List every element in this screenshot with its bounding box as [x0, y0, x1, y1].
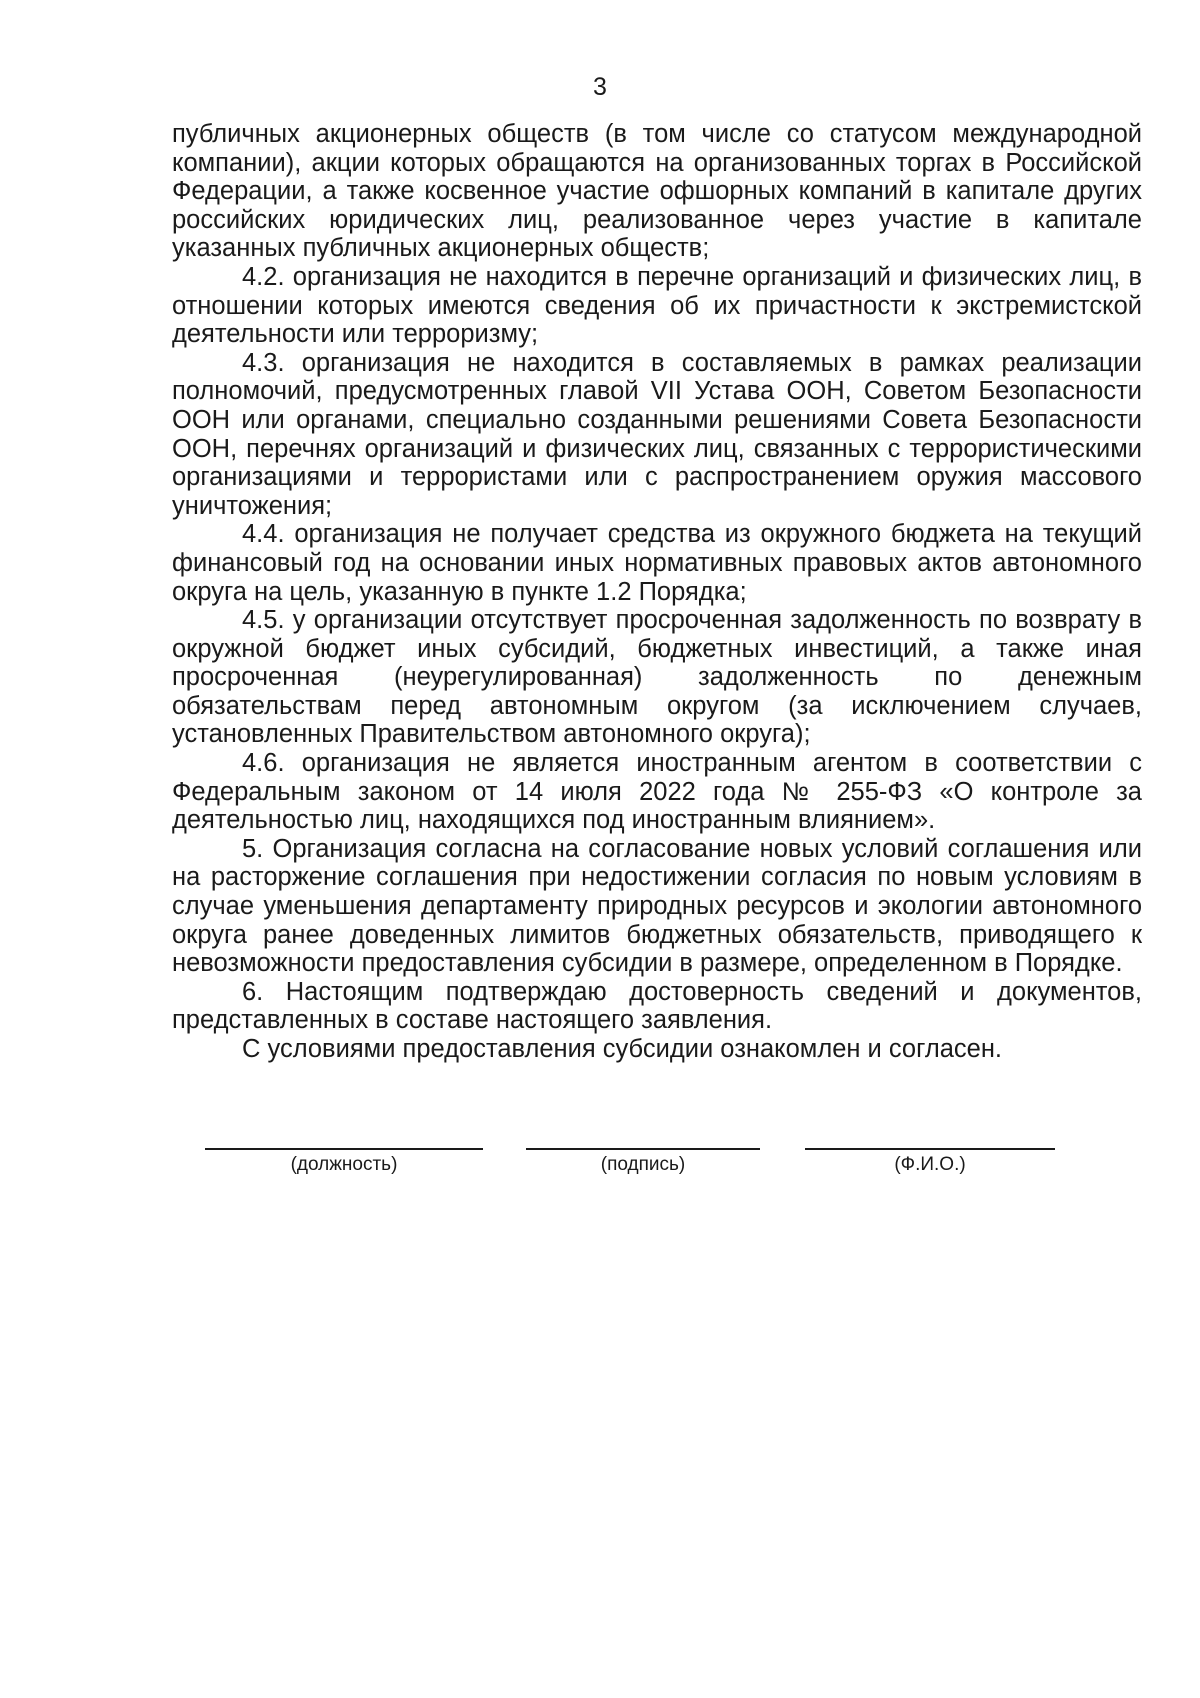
- paragraph-4-5: 4.5. у организации отсутствует просроченная задолженность по возврату в окружной бюджет иных субсидий, бюджетных инвестиций, а также иная просроченная (неурегулированная) задолженность по денежным обязательствам перед автономным округом (за исключением случаев, установленных Правительством автономного округа);: [172, 606, 1142, 749]
- paragraph-4-2: 4.2. организация не находится в перечне организаций и физических лиц, в отношении которых имеются сведения об их причастности к экстремистской деятельности или терроризму;: [172, 262, 1142, 349]
- page-number: 3: [593, 73, 607, 101]
- paragraph-4-6: 4.6. организация не является иностранным агентом в соответствии с Федеральным законом от 14 июля 2022 года № 255-ФЗ «О контроле за деятельностью лиц, находящихся под иностранным влиянием».: [172, 749, 1142, 835]
- position-line: [205, 1148, 483, 1150]
- paragraph-acknowledgement: С условиями предоставления субсидии ознакомлен и согласен.: [242, 1035, 1002, 1063]
- signature-label: (подпись): [600, 1154, 686, 1175]
- name-line: [805, 1148, 1055, 1150]
- paragraph-5: 5. Организация согласна на согласование новых условий соглашения или на расторжение соглашения при недостижении согласия по новым условиям в случае уменьшения департаменту природных ресурсов и экологии автономного округа ранее доведенных лимитов бюджетных обязательств, приводящего к невозможности предоставления субсидии в размере, определенном в Порядке.: [172, 834, 1142, 978]
- position-field: [205, 1148, 483, 1176]
- paragraph-4-4: 4.4. организация не получает средства из окружного бюджета на текущий финансовый год на основании иных нормативных правовых актов автономного округа на цель, указанную в пункте 1.2 Порядка;: [172, 520, 1142, 606]
- signature-field: [526, 1148, 760, 1176]
- position-label: (должность): [290, 1154, 398, 1175]
- name-field: [805, 1148, 1055, 1176]
- paragraph-4-3: 4.3. организация не находится в составляемых в рамках реализации полномочий, предусмотренных главой VII Устава ООН, Советом Безопасности ООН или органами, специально созданными решениями Совета Безопасности ООН, перечнях организаций и физических лиц, связанных с террористическими организациями и террористами или с распространением оружия массового уничтожения;: [172, 348, 1142, 520]
- name-label: (Ф.И.О.): [894, 1154, 966, 1175]
- signature-line: [526, 1148, 760, 1150]
- paragraph-6: 6. Настоящим подтверждаю достоверность сведений и документов, представленных в составе настоящего заявления.: [172, 977, 1142, 1035]
- paragraph-continuation: публичных акционерных обществ (в том числе со статусом международной компании), акции которых обращаются на организованных торгах в Российской Федерации, а также косвенное участие офшорных компаний в капитале других российских юридических лиц, реализованное через участие в капитале указанных публичных акционерных обществ;: [172, 120, 1142, 263]
- signature-block: [0, 1148, 1200, 1188]
- document-body: [172, 120, 1142, 1064]
